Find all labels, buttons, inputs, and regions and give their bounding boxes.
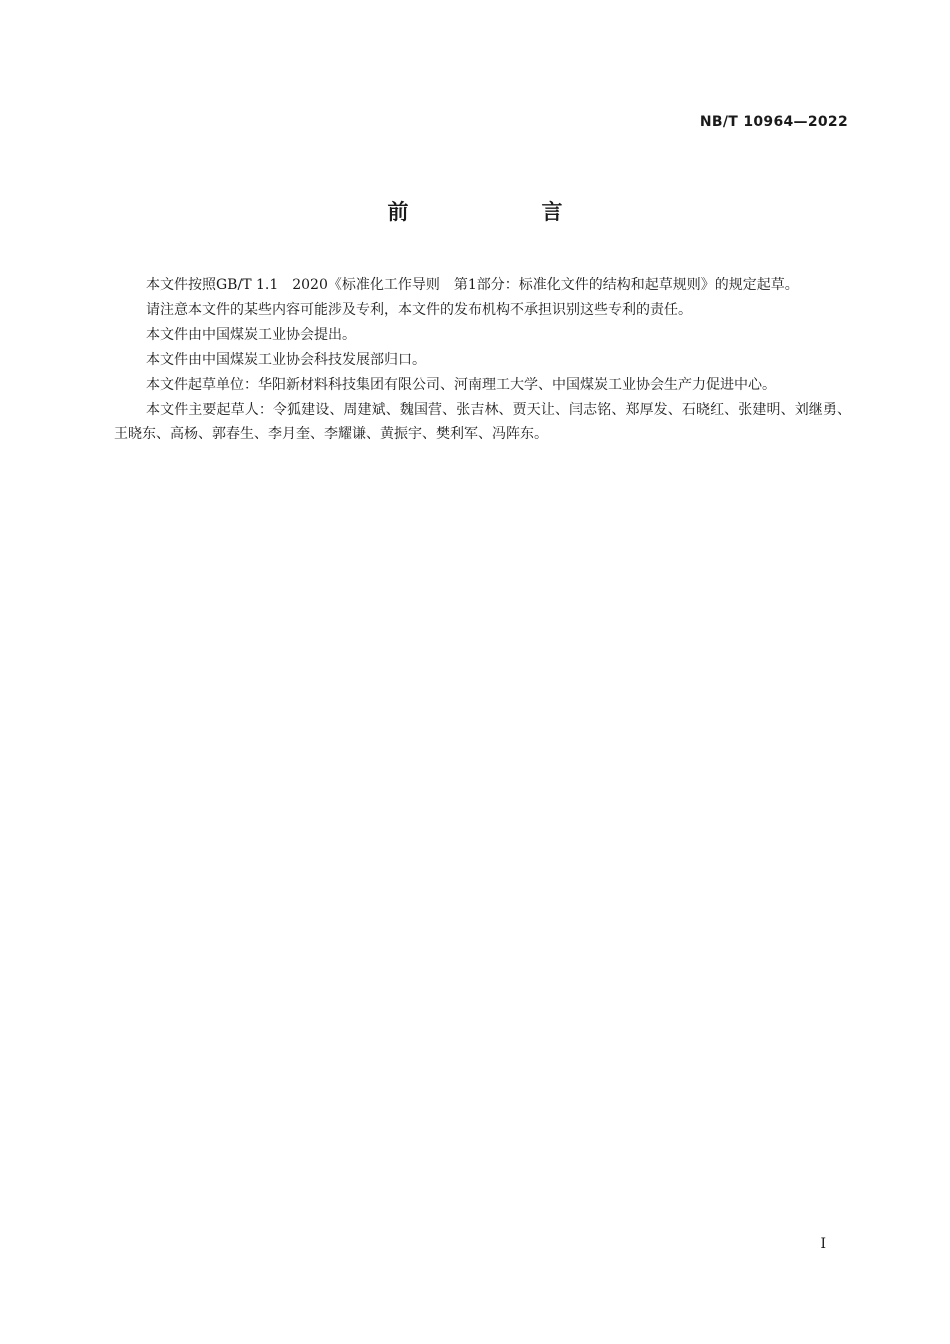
paragraph-standard-basis: 本文件按照GB/T 1.1 2020《标准化工作导则 第1部分：标准化文件的结构和起草规则》的规定起草。 xyxy=(146,277,799,293)
document-code: NB/T 10964—2022 xyxy=(699,114,848,130)
body-text xyxy=(114,273,851,447)
paragraph-patent-notice: 请注意本文件的某些内容可能涉及专利，本文件的发布机构不承担识别这些专利的责任。 xyxy=(146,302,692,318)
paragraph-proposed-by: 本文件由中国煤炭工业协会提出。 xyxy=(146,327,356,343)
paragraph-managed-by: 本文件由中国煤炭工业协会科技发展部归口。 xyxy=(146,352,426,368)
paragraph-drafters: 本文件主要起草人：令狐建设、周建斌、魏国营、张吉林、贾天让、闫志铭、郑厚发、石晓红、张建明、刘继勇、王晓东、高杨、郭春生、李月奎、李耀谦、黄振宇、樊利军、冯阵东。 xyxy=(114,402,851,442)
page-number: I xyxy=(820,1236,826,1252)
page-title: 前 言 xyxy=(387,200,619,224)
paragraph-drafting-units: 本文件起草单位：华阳新材料科技集团有限公司、河南理工大学、中国煤炭工业协会生产力促进中心。 xyxy=(146,377,776,393)
